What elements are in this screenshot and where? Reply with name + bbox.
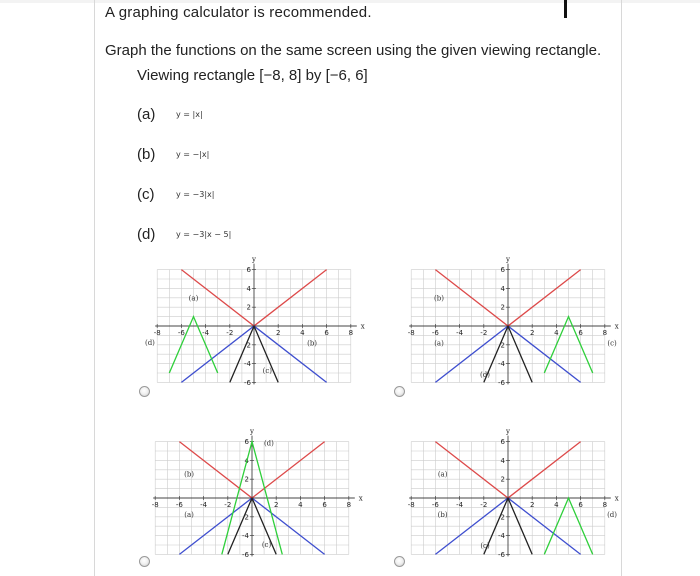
part-function: y = −|x| (176, 150, 210, 159)
series-label: (d) (480, 370, 490, 379)
x-tick-label: -4 (456, 329, 464, 337)
series-label: (a) (434, 339, 444, 348)
x-tick-label: 4 (298, 501, 303, 509)
x-tick-label: 4 (554, 501, 559, 509)
series-label: (b) (307, 339, 318, 348)
x-tick-label: -8 (407, 501, 415, 509)
y-tick-label: 4 (500, 456, 505, 465)
x-tick-label: 4 (554, 329, 559, 337)
y-axis-label: y (506, 255, 510, 264)
x-tick-label: 6 (578, 501, 583, 509)
part-c (137, 186, 215, 203)
x-tick-label: -6 (175, 501, 183, 509)
part-label: (c) (137, 186, 155, 203)
y-axis-label: y (250, 427, 254, 436)
series-label: (b) (434, 294, 445, 303)
answer-graph-4[interactable] (400, 418, 630, 576)
series-label: (c) (480, 541, 490, 550)
y-axis-label: y (506, 427, 510, 436)
y-tick-label: -6 (242, 550, 249, 559)
series-label: (b) (184, 470, 195, 479)
x-tick-label: -2 (224, 501, 232, 509)
series-label: (a) (188, 294, 199, 303)
part-function: y = −3|x| (176, 190, 215, 199)
calculator-note: A graphing calculator is recommended. (105, 4, 372, 21)
y-tick-label: 6 (500, 266, 505, 275)
y-tick-label: 6 (500, 438, 505, 447)
x-tick-label: 2 (529, 329, 535, 337)
x-tick-label: -4 (200, 501, 208, 509)
y-tick-label: 2 (500, 303, 505, 312)
x-axis-label: x (614, 322, 619, 331)
y-tick-label: 2 (244, 475, 249, 484)
x-tick-label: 2 (275, 329, 281, 337)
x-tick-label: 2 (529, 501, 535, 509)
x-tick-label: -6 (431, 501, 439, 509)
x-tick-label: 8 (602, 329, 608, 337)
part-function: y = −3|x − 5| (176, 230, 232, 239)
part-label: (a) (137, 106, 156, 123)
x-tick-label: -2 (480, 501, 488, 509)
y-tick-label: 2 (244, 513, 249, 522)
x-tick-label: -8 (153, 329, 161, 337)
y-tick-label: -6 (498, 378, 505, 387)
part-label: (b) (137, 146, 156, 163)
x-tick-label: 6 (578, 329, 583, 337)
y-tick-label: -4 (244, 360, 251, 369)
series-label: (a) (437, 470, 448, 479)
series-label: (d) (144, 338, 155, 347)
x-axis-label: x (614, 494, 619, 503)
x-tick-label: 6 (322, 501, 327, 509)
y-tick-label: -4 (498, 360, 505, 369)
x-axis-label: x (358, 494, 363, 503)
y-tick-label: 2 (500, 475, 505, 484)
y-tick-label: 6 (244, 438, 249, 447)
answer-graph-3[interactable] (148, 418, 378, 576)
part-a (137, 106, 203, 123)
part-d (137, 226, 232, 243)
x-tick-label: 6 (324, 329, 329, 337)
series-label: (d) (263, 439, 274, 448)
x-tick-label: -8 (407, 329, 415, 337)
x-tick-label: -6 (431, 329, 439, 337)
x-tick-label: -8 (151, 501, 159, 509)
x-tick-label: 8 (348, 329, 354, 337)
x-tick-label: -4 (456, 501, 464, 509)
part-label: (d) (137, 226, 156, 243)
x-axis-label: x (360, 322, 365, 331)
y-tick-label: 4 (244, 456, 249, 465)
question-prompt: Graph the functions on the same screen using the given viewing rectangle. (105, 42, 602, 59)
text-cursor (564, 0, 567, 18)
x-tick-label: 8 (346, 501, 352, 509)
answer-graph-1[interactable] (144, 246, 378, 406)
y-tick-label: 6 (246, 266, 251, 275)
y-tick-label: 4 (500, 284, 505, 293)
x-tick-label: -6 (177, 329, 185, 337)
series-label: (d) (607, 510, 618, 519)
part-function: y = |x| (176, 110, 203, 119)
series-label: (c) (262, 367, 273, 375)
x-tick-label: -2 (226, 329, 234, 337)
y-tick-label: -6 (498, 550, 505, 559)
y-tick-label: 2 (246, 341, 251, 350)
viewing-rectangle: Viewing rectangle [−8, 8] by [−6, 6] (137, 67, 368, 84)
series-label: (b) (437, 510, 448, 519)
x-tick-label: -4 (202, 329, 210, 337)
x-tick-label: 4 (300, 329, 305, 337)
y-tick-label: -4 (498, 532, 505, 541)
series-label: (c) (607, 339, 617, 348)
part-b (137, 146, 210, 163)
series-label: (a) (184, 510, 194, 519)
y-tick-label: 4 (246, 284, 251, 293)
x-tick-label: 2 (273, 501, 279, 509)
y-tick-label: -4 (242, 532, 249, 541)
y-tick-label: -6 (244, 378, 251, 387)
x-tick-label: -2 (480, 329, 488, 337)
y-tick-label: 2 (500, 341, 505, 350)
answer-graph-2[interactable] (400, 246, 630, 406)
series-label: (c) (261, 540, 272, 549)
y-axis-label: y (252, 255, 256, 264)
x-tick-label: 8 (602, 501, 608, 509)
y-tick-label: 2 (246, 303, 251, 312)
y-tick-label: 2 (500, 513, 505, 522)
